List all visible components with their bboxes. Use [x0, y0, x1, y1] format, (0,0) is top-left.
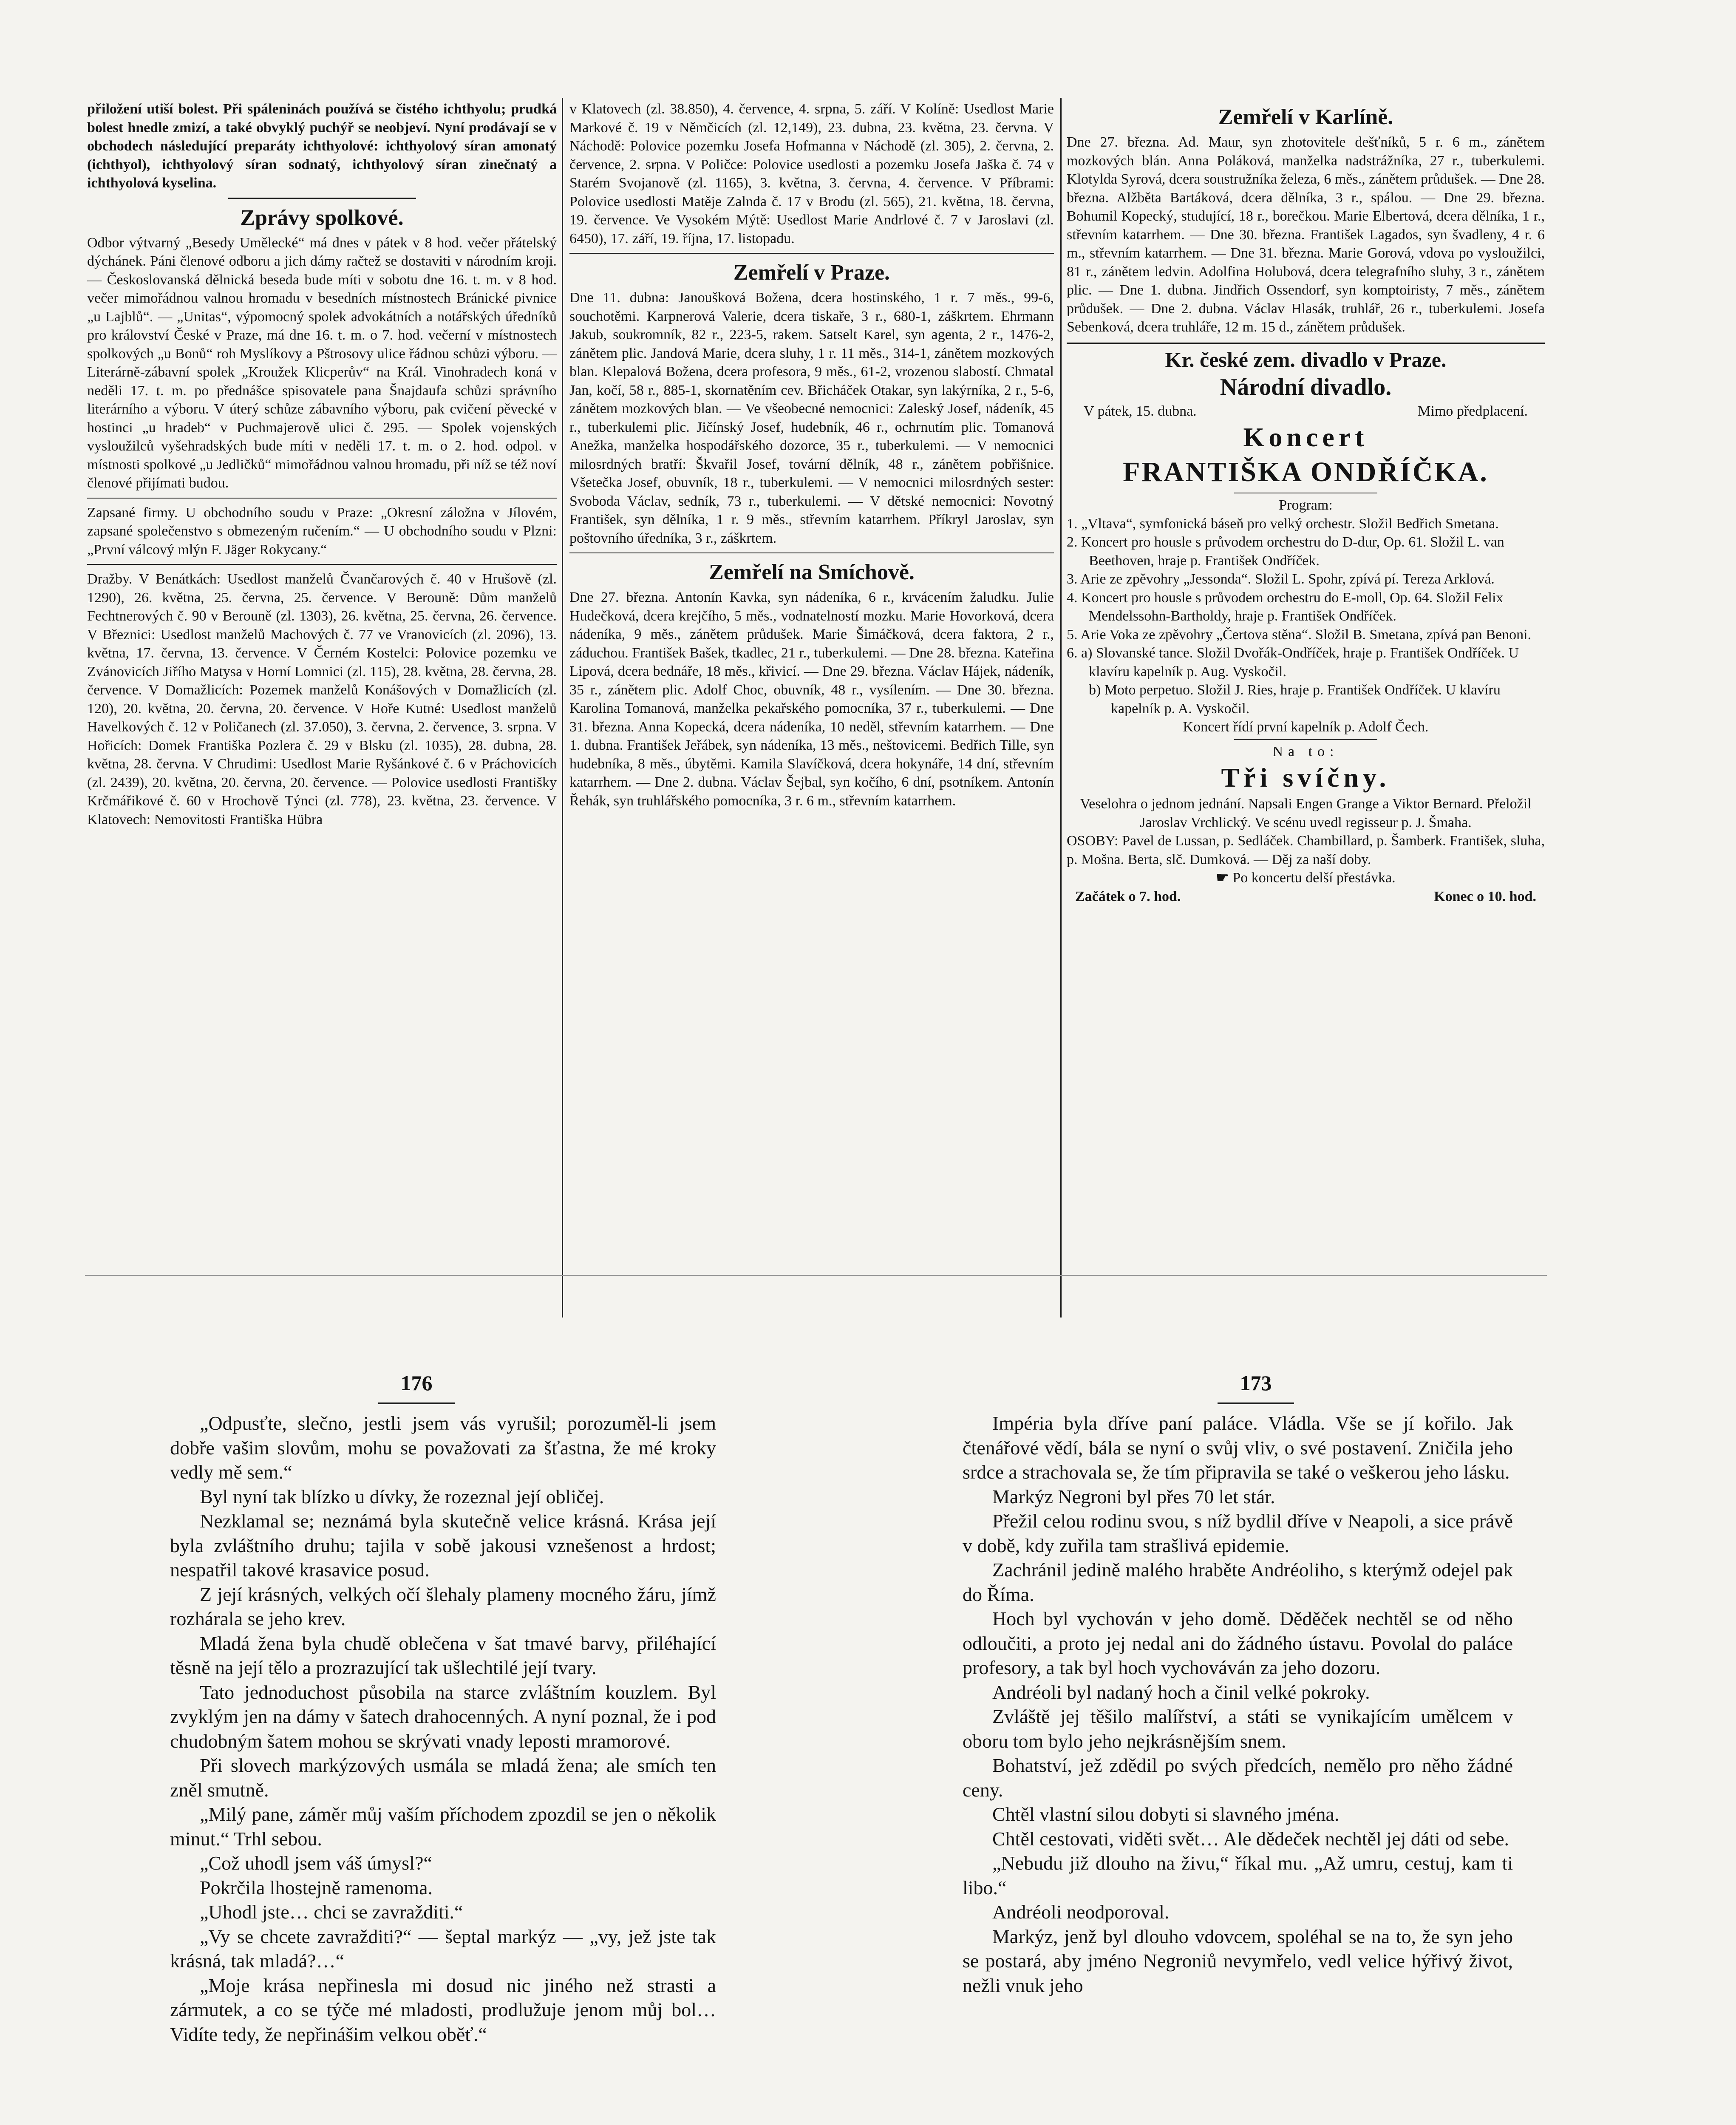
article-separator — [87, 564, 557, 565]
novel-paragraph: Hoch byl vychován v jeho domě. Děděček nechtěl se od něho odloučiti, a proto jej nedal ani do žádného ústavu. Povolal do paláce profesory, a tak byl hoch vychováván za jeho dozoru. — [963, 1608, 1513, 1678]
intermission-note — [1067, 869, 1545, 887]
novel-paragraph: „Milý pane, záměr můj vaším příchodem zpozdil se jen o několik minut.“ Trhl sebou. — [170, 1803, 716, 1850]
deaths-prague: Dne 11. dubna: Janoušková Božena, dcera hostinského, 1 r. 7 měs., 99-6, souchotěmi. Karpnerová Valerie, dcera tiskaře, 3 r., 680-1, záškrtem. Ehrmann Jakub, soukromník, 82 r., 223-5, rakem. Satselt Karel, syn agenta, 2 r., 1476-2, zánětem plic. Jandová Marie, dcera sluhy, 1 r. 11 měs., 314-1, zánětem mozkových blan. Klepalová Božena, dcera profesora, 9 měs., 61-2, vrozenou slabostí. Chmatal Jan, kočí, 58 r., 885-1, skornatěním cev. Břicháček Otakar, syn lakýrníka, 2 r., 5-6, zánětem mozkových blan. — Ve všeobecné nemocnici: Zaleský Josef, nádeník, 45 r., tuberkulemi plic. Jičínský Josef, hudebník, 46 r., ochrnutím plic. Tomanová Anežka, manželka hospodářského dozorce, 35 r., tuberkulemi. — V nemocnici milosrdných bratří: Škvařil Josef, tovární dělník, 48 r., zánětem pobřišnice. Všetečka Josef, obuvník, 18 r., tuberkulemi. — V nemocnici milosrdných sester: Svoboda Václav, sedník, 73 r., tuberkulemi. — V dětské nemocnici: Novotný František, syn dělníka, 1 r. 9 měs., střevním katarrhem. Příkryl Jaroslav, syn poštovního úředníka, 3 r., záškrtem. — [569, 290, 1054, 546]
section-heading-karlin: Zemřelí v Karlíně. — [1218, 105, 1393, 129]
novel-paragraph: Nezklamal se; neznámá byla skutečně velice krásná. Krása její byla zvláštního druhu; tajila v sobě jakousi vznešenost a hrdost; nespatřil takové krasavice posud. — [170, 1510, 716, 1581]
novel-paragraph: Chtěl cestovati, viděti svět… Ale dědeček nechtěl jej dáti od sebe. — [992, 1828, 1509, 1850]
novel-paragraph: „Vy se chcete zavražditi?“ — šeptal markýz — „vy, jež jste tak krásná, tak mladá?…“ — [170, 1925, 716, 1972]
novel-paragraph: Impéria byla dříve paní paláce. Vládla. Vše se jí kořilo. Jak čtenářové vědí, bála se nyní o svůj vliv, o své postavení. Zničila jeho srdce a strachovala se, že tím připravila se také o veškerou jeho lásku. — [963, 1412, 1513, 1483]
club-news: Odbor výtvarný „Besedy Umělecké“ má dnes v pátek v 8 hod. večer přátelský dýchánek. Páni členové odboru a jich dámy račtež se dostaviti v národním kroji. — Českoslovanská dělnická beseda bude míti v sobotu dne 16. t. m. v 8 hod. večer mimořádnou valnou hromadu v besedních místnostech Bránické pivnice „u Lajblů“. — „Unitas“, výpomocný spolek advokátních a notářských úředníků pro království České v Praze, má dne 16. t. m. o 7. hod. večerní v místnostech spolkových „u Bonů“ roh Myslíkovy a Pštrosovy ulice řádnou schůzi výboru. — Literárně-zábavní spolek „Kroužek Klicperův“ na Král. Vinohradech koná v neděli 17. t. m. po přednášce spisovatele pana Šnajdaufa schůzi správního literárního a výboru. V úterý schůze zábavního výboru, pak cvičení pěvecké v hostinci „u hradeb“ v Puchmajerově ulici č. 295. — Spolek vojenských vysloužilců vyšehradských bude míti v neděli 17. t. m. o 2. hod. odpol. v místnosti spolkové „u Jedličků“ mimořádnou valnou hromadu, při níž se též noví členové přijímati budou. — [87, 235, 557, 491]
theatre-name: Kr. české zem. divadlo v Praze. — [1165, 347, 1447, 371]
play-description: Veselohra o jednom jednání. Napsali Engen Grange a Viktor Bernard. Přeložil Jaroslav Vrchlický. Ve scénu uvedl regisseur p. J. Šmaha. — [1080, 796, 1532, 830]
left-page-number: 176 — [400, 1371, 433, 1395]
novel-paragraph: „Odpusťte, slečno, jestli jsem vás vyrušil; porozuměl-li jsem dobře vašim slovům, mohu se považovati za šťastna, že mé kroky vedly mě sem.“ — [170, 1412, 716, 1483]
page-bottom-rule — [85, 1275, 1547, 1276]
column-divider-2 — [1060, 98, 1062, 1318]
novel-paragraph: Andréoli neodporoval. — [992, 1901, 1170, 1923]
section-heading-spolkove: Zprávy spolkové. — [240, 205, 404, 230]
artist-name: FRANTIŠKA ONDŘÍČKA. — [1123, 456, 1489, 487]
then-label: Na to: — [1272, 743, 1339, 759]
novel-paragraph: Z její krásných, velkých očí šlehaly plameny mocného žáru, jímž rozhárala se jeho krev. — [170, 1583, 716, 1629]
novel-paragraph: „Uhodl jste… chci se zavražditi.“ — [200, 1901, 463, 1923]
play-title: Tři svíčny. — [1221, 762, 1390, 793]
program-label: Program: — [1279, 497, 1333, 513]
program-item: 1. „Vltava“, symfonická báseň pro velký orchestr. Složil Bedřich Smetana. — [1067, 516, 1499, 532]
intermission-text: Po koncertu delší přestávka. — [1232, 870, 1396, 886]
novel-paragraph: Při slovech markýzových usmála se mladá žena; ale smích ten zněl smutně. — [170, 1754, 716, 1801]
program-item: b) Moto perpetuo. Složil J. Ries, hraje p. František Ondříček. U klavíru kapelník p. A. Vyskočil. — [1089, 682, 1501, 717]
article-separator — [87, 498, 557, 499]
novel-paragraph: Markýz Negroni byl přes 70 let stár. — [992, 1485, 1275, 1507]
section-heading-smichov: Zemřelí na Smíchově. — [709, 560, 915, 584]
start-time: Začátek o 7. hod. — [1075, 888, 1181, 904]
event-type: Koncert — [1243, 422, 1368, 452]
novel-paragraph: „Což uhodl jsem váš úmysl?“ — [200, 1852, 432, 1874]
theatre-date: V pátek, 15. dubna. — [1084, 403, 1197, 419]
registered-firms: Zapsané firmy. U obchodního soudu v Praze: „Okresní záložna v Jílovém, zapsané společenstvo s obmezeným ručením.“ — U obchodního soudu v Plzni: „První válcový mlýn F. Jäger Rokycany.“ — [87, 504, 557, 558]
novel-paragraph: Mladá žena byla chudě oblečena v šat tmavé barvy, přiléhající těsně na její tělo a prozrazující tak ušlechtilé její tvary. — [170, 1632, 716, 1678]
novel-paragraph: „Nebudu již dlouho na živu,“ říkal mu. „Až umru, cestuj, kam ti libo.“ — [963, 1852, 1513, 1898]
theatre-date-row — [1067, 402, 1545, 421]
novel-paragraph: Andréoli byl nadaný hoch a činil velké pokroky. — [992, 1681, 1370, 1703]
novel-paragraph: Markýz, jenž byl dlouho vdovcem, spoléhal se na to, že syn jeho se postará, aby jméno Negroniů nevymřelo, vedl velice hýřivý život, nežli vnuk jeho — [963, 1925, 1513, 1996]
deaths-smichov: Dne 27. března. Antonín Kavka, syn nádeníka, 6 r., krvácením žaludku. Julie Hudečková, dcera krejčího, 5 měs., vodnatelností mozku. Marie Hovorková, dcera nádeníka, 9 měs., zánětem průdušek. Marie Šimáčková, dcera faktora, 2 r., záduchou. František Bašek, tkadlec, 21 r., tuberkulemi. — Dne 28. března. Kateřina Lipová, dcera bednáře, 18 měs., křivicí. — Dne 29. března. Václav Hájek, nádeník, 35 r., zánětem plic. Adolf Choc, obuvník, 48 r., vysílením. — Dne 30. března. Karolina Tomanová, manželka pekařského pomocníka, 37 r., tuberkulemi. — Dne 31. března. Anna Kopecká, dcera nádeníka, 10 neděl, střevním katarrhem. — Dne 1. dubna. František Jeřábek, syn nádeníka, 13 měs., neštovicemi. Bedřich Tille, syn hudebníka, 8 měs., úbytěmi. Kamila Slavíčková, dcera hokynáře, 14 dní, střevním katarrhem. — Dne 2. dubna. Václav Šejbal, syn kočího, 6 dní, psotníkem. Antonín Řehák, syn truhlářského pomocníka, 3 r. 6 m., střevním katarrhem. — [569, 589, 1054, 809]
novel-right-page — [963, 1411, 1513, 2125]
article-separator — [228, 198, 416, 199]
program-list — [1067, 515, 1545, 737]
program-item: 2. Koncert pro housle s průvodem orchestru do D-dur, Op. 61. Složil L. van Beethoven, hraje p. František Ondříček. — [1067, 534, 1504, 569]
novel-paragraph: Byl nyní tak blízko u dívky, že rozeznal její obličej. — [200, 1485, 604, 1507]
novel-paragraph: Zvláště jej těšilo malířství, a státi se vynikajícím umělcem v oboru tom bylo jeho nejkrásnějším snem. — [963, 1706, 1513, 1752]
right-page-number: 173 — [1240, 1371, 1272, 1395]
theatre-rule — [1234, 739, 1378, 740]
auctions: Dražby. V Benátkách: Usedlost manželů Čvančarových č. 40 v Hrušově (zl. 1290), 26. května, 25. června, 25. července. V Berouně: Dům manželů Fechtnerových č. 90 v Berouně (zl. 1303), 26. května, 25. června, 26. července. V Březnici: Usedlost manželů Machových č. 77 ve Vranovicích (zl. 2096), 13. května, 17. června, 13. července. V Černém Kostelci: Polovice pozemku ve Zvánovicích Jiřího Matysa v Horní Lomnici (zl. 115), 28. května, 28. června, 28. července. V Domažlicích: Pozemek manželů Konášových v Domažlicích (zl. 120), 20. května, 20. června, 20. července. V Hoře Kutné: Usedlost manželů Havelkových č. 12 v Poličanech (zl. 37.050), 3. června, 2. července, 3. srpna. V Hořicích: Domek Františka Pozlera č. 29 v Blsku (zl. 1035), 28. dubna, 28. května, 28. června. V Chrudimi: Usedlost Marie Ryšánkové č. 6 v Práchovicích (zl. 2439), 20. května, 20. června, 20. července. — Polovice usedlosti Františky Krčmářikové č. 60 v Hrochově Týnci (zl. 778), 23. května, 23. července. V Klatovech: Nemovitosti Františka Hübra — [87, 571, 557, 827]
theatre-subscription: Mimo předplacení. — [1418, 403, 1528, 419]
novel-paragraph: Tato jednoduchost působila na starce zvláštním kouzlem. Byl zvyklým jen na dámy v šatech drahocenných. A nyní poznal, že i pod chudobným šatem mohou se skrývati vnady leposti mramorové. — [170, 1681, 716, 1752]
novel-left-page — [170, 1411, 716, 2125]
program-item: Koncert řídí první kapelník p. Adolf Čech. — [1183, 719, 1429, 735]
article-separator — [569, 552, 1054, 553]
ichthyol-article: přiložení utiší bolest. Při spáleninách používá se čistého ichthyolu; prudká bolest hnedle zmizí, a také obvyklý puchýř se neobjeví. Nyní prodávají se v obchodech následující preparáty ichthyolové: ichthyolový síran amonatý (ichthyol), ichthyolový síran sodnatý, ichthyolový síran zinečnatý a ichthyolová kyselina. — [87, 101, 557, 191]
program-item: 4. Koncert pro housle s průvodem orchestru do E-moll, Op. 64. Složil Felix Mendelssohn-Bartholdy, hraje p. František Ondříček. — [1067, 589, 1504, 624]
novel-paragraph: „Moje krása nepřinesla mi dosud nic jiného než strasti a zármutek, a co se týče mé mladosti, prodlužuje jenom můj bol… Vidíte tedy, že nepřinášim velkou oběť.“ — [170, 1974, 716, 2045]
novel-paragraph: Bohatství, jež zdědil po svých předcích, nemělo pro něho žádné ceny. — [963, 1754, 1513, 1801]
theatre-announcement — [1067, 347, 1545, 906]
article-separator — [569, 253, 1054, 254]
column-divider-1 — [562, 98, 563, 1318]
section-heading-praha: Zemřelí v Praze. — [733, 261, 890, 285]
show-times — [1067, 887, 1545, 906]
program-item: 5. Arie Voka ze zpěvohry „Čertova stěna“. Složil B. Smetana, zpívá pan Benoni. — [1067, 626, 1532, 643]
novel-paragraph: Přežil celou rodinu svou, s níž bydlil dříve v Neapoli, a sice právě v době, kdy zuřila tam strašlivá epidemie. — [963, 1510, 1513, 1556]
right-page-number-rule — [1218, 1402, 1294, 1404]
pointing-hand-icon: ☛ — [1216, 870, 1233, 886]
program-item: 3. Arie ze zpěvohry „Jessonda“. Složil L. Spohr, zpívá pí. Tereza Arklová. — [1067, 571, 1495, 587]
news-column-2 — [569, 100, 1054, 1273]
news-column-3 — [1067, 100, 1545, 1273]
theatre-top-rule — [1067, 343, 1545, 344]
auctions-continued: v Klatovech (zl. 38.850), 4. července, 4. srpna, 5. září. V Kolíně: Usedlost Marie Markové č. 19 v Němčicích (zl. 12,149), 23. dubna, 23. května, 23. června. V Náchodě: Polovice pozemku Josefa Hofmanna v Náchodě (zl. 305), 2. června, 2. července, 2. srpna. V Poličce: Polovice usedlosti a pozemku Josefa Jaška č. 74 v Starém Svojanově (zl. 1165), 3. května, 3. června, 4. července. V Příbrami: Polovice usedlosti Matěje Zalnda č. 17 v Brodu (zl. 565), 21. května, 18. června, 19. července. Ve Vysokém Mýtě: Usedlost Marie Andrlové č. 7 v Jaroslavi (zl. 6450), 17. září, 19. října, 17. listopadu. — [569, 101, 1054, 246]
left-page-number-rule — [378, 1402, 455, 1404]
theatre-subname: Národní divadlo. — [1220, 374, 1392, 400]
deaths-karlin: Dne 27. března. Ad. Maur, syn zhotovitele dešťníků, 5 r. 6 m., zánětem mozkových blán. Anna Poláková, manželka nadstrážníka, 27 r., tuberkulemi. Klotylda Syrová, dcera soustružníka železa, 6 měs., zánětem průdušek. — Dne 28. března. Alžběta Bartáková, dcera dělníka, 3 r., spálou. — Dne 29. března. Bohumil Kopecký, studující, 18 r., borečkou. Marie Elbertová, dcera dělníka, 1 r., střevním katarrhem. — Dne 30. března. František Lagados, syn švadleny, 4 r. 6 m., střevním katarrhem. — Dne 31. března. Marie Gorová, vdova po vysloužilci, 81 r., zánětem ledvin. Adolfina Holubová, dcera telegrafního sluhy, 3 r., zánětem plic. — Dne 1. dubna. Jindřich Ossendorf, syn komptoiristy, 7 měs., zánětem průdušek. — Dne 2. dubna. Václav Hlasák, truhlář, 26 r., tuberkulemi. Josefa Sebenková, dcera truhláře, 12 m. 15 d., zánětem průdušek. — [1067, 134, 1545, 335]
program-item: 6. a) Slovanské tance. Složil Dvořák-Ondříček, hraje p. František Ondříček. U klavíru kapelník p. Aug. Vyskočil. — [1067, 645, 1519, 680]
end-time: Konec o 10. hod. — [1434, 888, 1536, 904]
novel-paragraph: Zachránil jedině malého hraběte Andréoliho, s kterýmž odejel pak do Říma. — [963, 1559, 1513, 1605]
novel-paragraph: Chtěl vlastní silou dobyti si slavného jména. — [992, 1803, 1340, 1825]
news-column-1 — [87, 100, 557, 1273]
play-cast: OSOBY: Pavel de Lussan, p. Sedláček. Chambillard, p. Šamberk. František, sluha, p. Mošna. Berta, slč. Dumková. — Děj za naší doby. — [1067, 833, 1545, 867]
novel-paragraph: Pokrčila lhostejně ramenoma. — [200, 1876, 433, 1898]
